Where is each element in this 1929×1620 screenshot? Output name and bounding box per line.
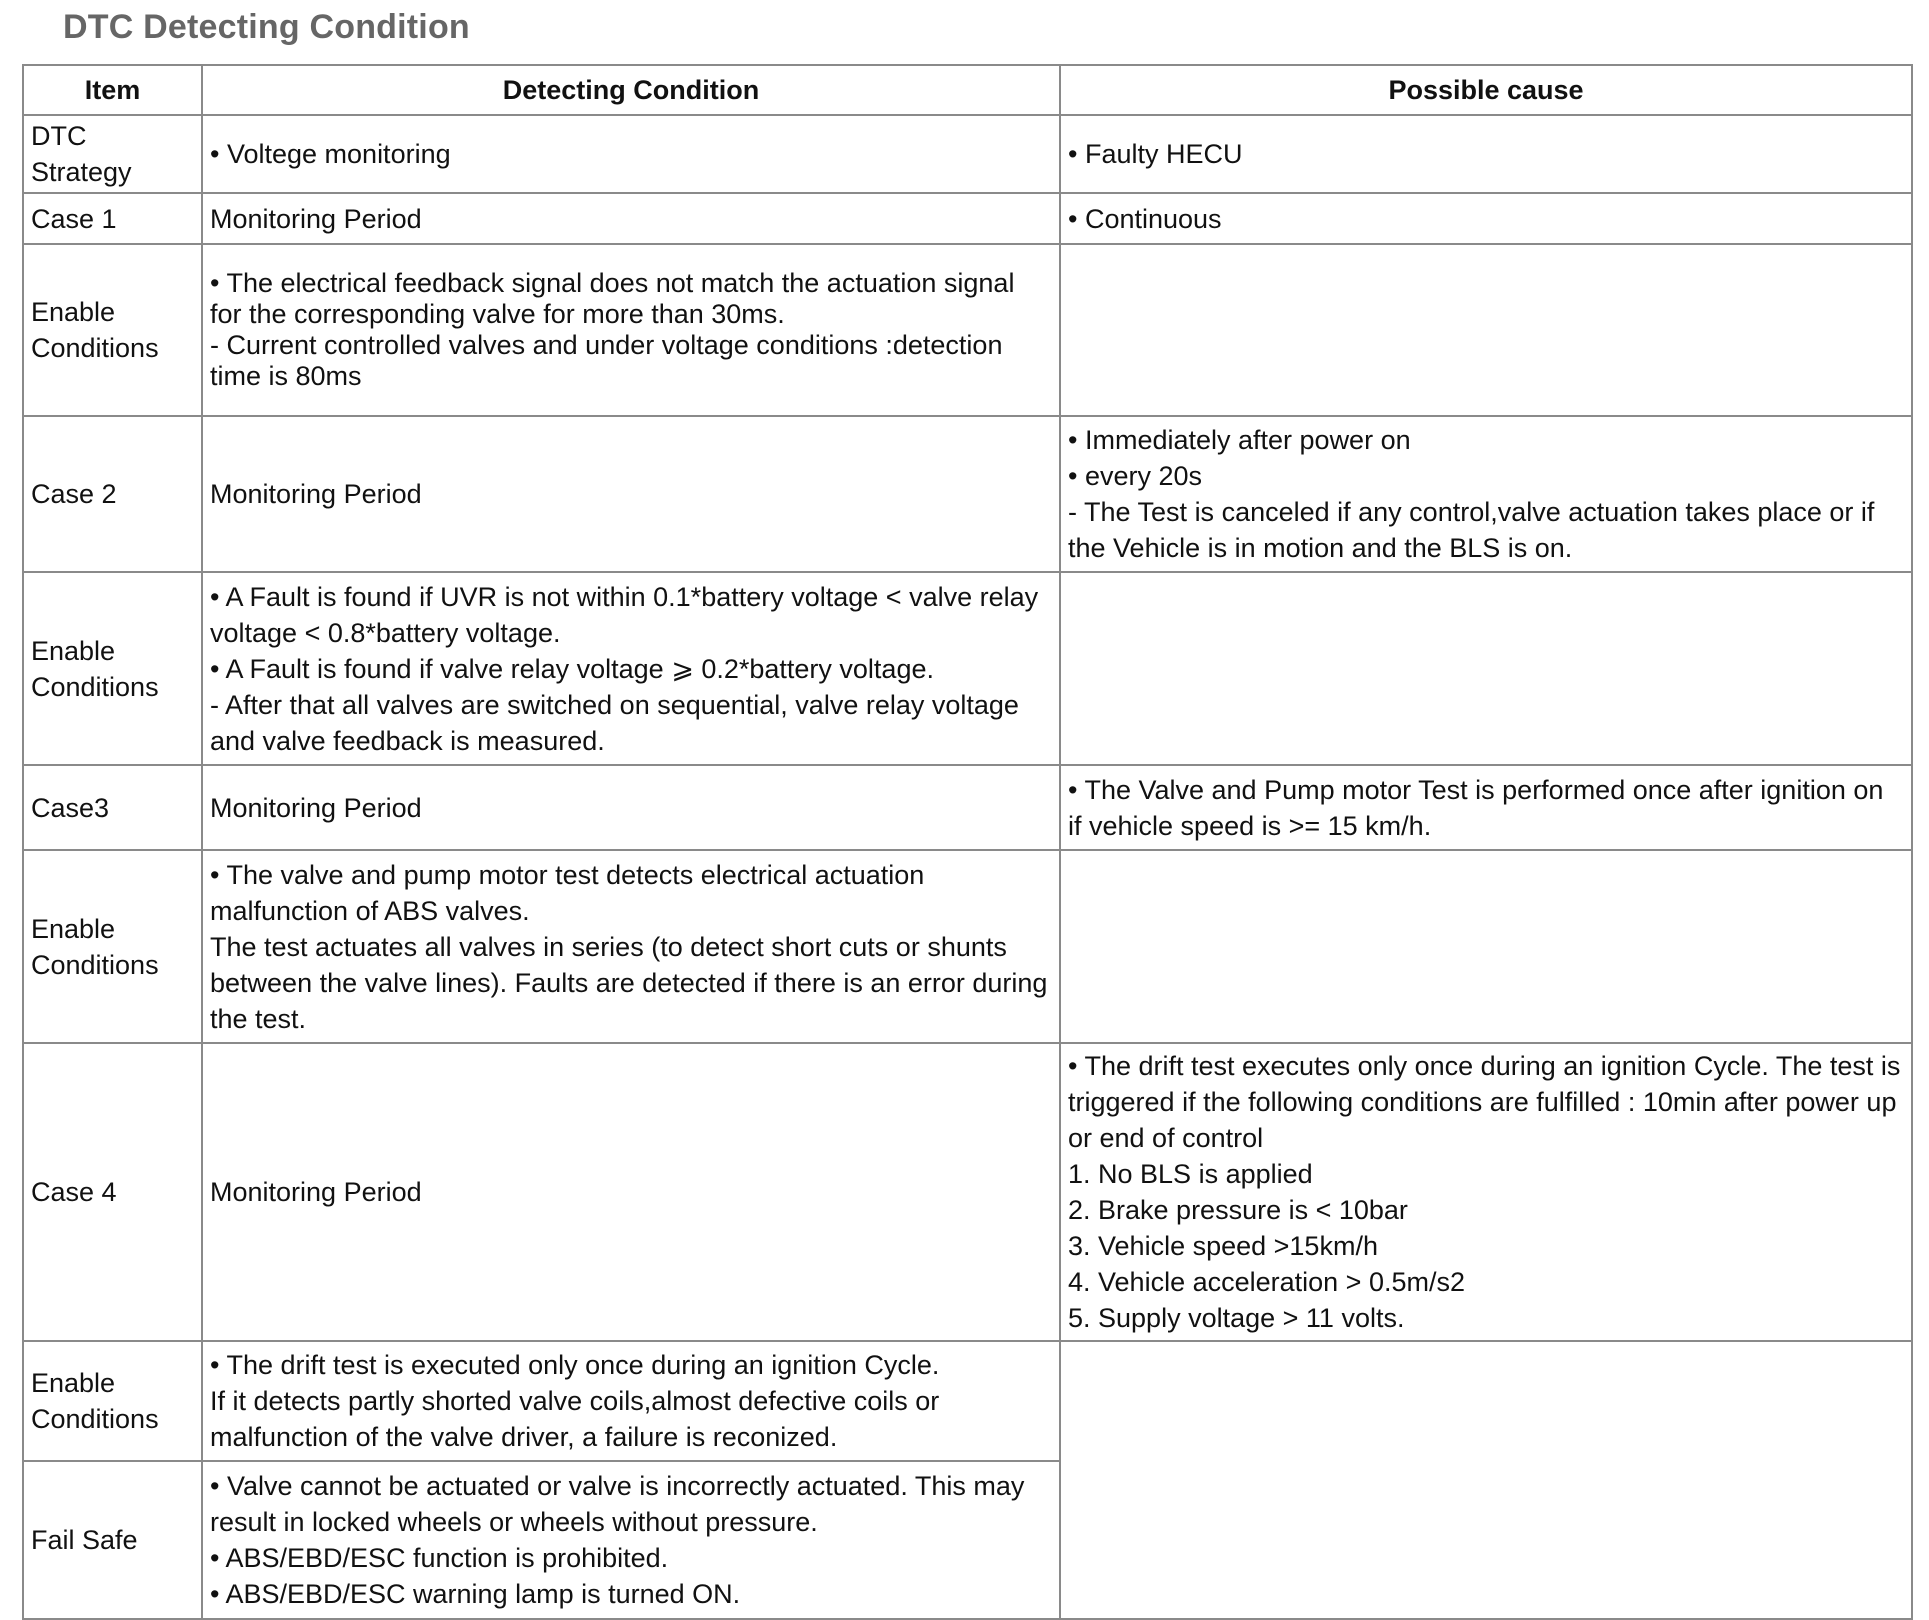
table-row <box>23 193 1912 244</box>
possible-cause-line: 3. Vehicle speed >15km/h <box>1068 1231 1378 1261</box>
table-row <box>23 850 1912 1043</box>
detecting-condition-line: Monitoring Period <box>210 1177 422 1207</box>
item-label: Enable Conditions <box>31 635 159 702</box>
dtc-table <box>22 64 1913 1620</box>
detecting-condition-line: If it detects partly shorted valve coils,almost defective coils or malfunction of the valve driver, a failure is reconized. <box>210 1386 940 1452</box>
table-row <box>23 572 1912 765</box>
detecting-condition-line: • A Fault is found if UVR is not within 0.1*battery voltage < valve relay voltage < 0.8*battery voltage. <box>210 581 1039 648</box>
table-row <box>23 765 1912 850</box>
possible-cause-line: • Continuous <box>1068 203 1222 234</box>
possible-cause-line: 1. No BLS is applied <box>1068 1159 1313 1189</box>
detecting-condition-cell <box>202 1043 1060 1341</box>
possible-cause-line: • Immediately after power on <box>1068 425 1411 455</box>
item-cell <box>23 193 202 244</box>
detecting-condition-cell <box>202 572 1060 765</box>
item-label: DTC Strategy <box>31 121 132 187</box>
table-row <box>23 1043 1912 1341</box>
detecting-condition-line: - After that all valves are switched on sequential, valve relay voltage and valve feedback is measured. <box>210 689 1019 756</box>
item-cell <box>23 850 202 1043</box>
detecting-condition-cell <box>202 1461 1060 1619</box>
possible-cause-cell <box>1060 1341 1912 1619</box>
possible-cause-line: • The drift test executes only once during an ignition Cycle. The test is triggered if the following conditions are fulfilled : 10min after power up or end of control <box>1068 1051 1901 1153</box>
possible-cause-cell <box>1060 765 1912 850</box>
possible-cause-cell <box>1060 244 1912 416</box>
table-row <box>23 1341 1912 1461</box>
possible-cause-cell <box>1060 850 1912 1043</box>
header-item: Item <box>23 65 202 115</box>
possible-cause-cell <box>1060 1043 1912 1341</box>
header-possible-cause: Possible cause <box>1060 65 1912 115</box>
item-cell <box>23 1461 202 1619</box>
possible-cause-line: 2. Brake pressure is < 10bar <box>1068 1195 1408 1225</box>
item-cell <box>23 416 202 572</box>
detecting-condition-line: • The valve and pump motor test detects electrical actuation malfunction of ABS valves. <box>210 859 925 926</box>
item-cell <box>23 765 202 850</box>
item-cell <box>23 572 202 765</box>
possible-cause-cell <box>1060 416 1912 572</box>
item-cell <box>23 1043 202 1341</box>
possible-cause-line: • The Valve and Pump motor Test is performed once after ignition on if vehicle speed is >= 15 km/h. <box>1068 774 1884 841</box>
item-cell <box>23 1341 202 1461</box>
detecting-condition-line: • The electrical feedback signal does not match the actuation signal for the corresponding valve for more than 30ms. <box>210 268 1015 329</box>
table-row <box>23 115 1912 193</box>
item-label: Case 2 <box>31 479 117 509</box>
item-label: Enable Conditions <box>31 913 159 980</box>
possible-cause-cell <box>1060 115 1912 193</box>
table-body <box>23 115 1912 1619</box>
item-cell <box>23 244 202 416</box>
possible-cause-line: • Faulty HECU <box>1068 139 1243 169</box>
detecting-condition-cell <box>202 1341 1060 1461</box>
detecting-condition-line: • Voltege monitoring <box>210 139 451 169</box>
table-header-row <box>23 65 1912 115</box>
detecting-condition-line: Monitoring Period <box>210 203 422 234</box>
item-label: Enable Conditions <box>31 297 159 363</box>
item-label: Fail Safe <box>31 1525 138 1555</box>
detecting-condition-line: • Valve cannot be actuated or valve is incorrectly actuated. This may result in locked wheels or wheels without pressure. <box>210 1471 1025 1537</box>
possible-cause-line: • every 20s <box>1068 461 1203 491</box>
detecting-condition-cell <box>202 765 1060 850</box>
detecting-condition-cell <box>202 115 1060 193</box>
item-label: Case 1 <box>31 203 117 234</box>
detecting-condition-line: - Current controlled valves and under voltage conditions :detection time is 80ms <box>210 330 1003 391</box>
item-label: Case 4 <box>31 1177 117 1207</box>
possible-cause-cell <box>1060 572 1912 765</box>
item-label: Case3 <box>31 792 110 823</box>
page-title: DTC Detecting Condition <box>63 8 470 46</box>
possible-cause-line: - The Test is canceled if any control,valve actuation takes place or if the Vehicle is in motion and the BLS is on. <box>1068 497 1875 563</box>
detecting-condition-line: Monitoring Period <box>210 792 422 823</box>
detecting-condition-cell <box>202 416 1060 572</box>
detecting-condition-cell <box>202 244 1060 416</box>
table-row <box>23 416 1912 572</box>
possible-cause-cell <box>1060 193 1912 244</box>
detecting-condition-line: • ABS/EBD/ESC warning lamp is turned ON. <box>210 1579 741 1609</box>
detecting-condition-line: • ABS/EBD/ESC function is prohibited. <box>210 1543 669 1573</box>
detecting-condition-line: • The drift test is executed only once during an ignition Cycle. <box>210 1350 940 1380</box>
table-row <box>23 244 1912 416</box>
item-label: Enable Conditions <box>31 1368 159 1434</box>
detecting-condition-line: Monitoring Period <box>210 479 422 509</box>
possible-cause-line: 5. Supply voltage > 11 volts. <box>1068 1303 1405 1333</box>
detecting-condition-line: The test actuates all valves in series (to detect short cuts or shunts between the valve lines). Faults are detected if there is an error during the test. <box>210 931 1048 1034</box>
possible-cause-line: 4. Vehicle acceleration > 0.5m/s2 <box>1068 1267 1465 1297</box>
detecting-condition-cell <box>202 193 1060 244</box>
detecting-condition-line: • A Fault is found if valve relay voltage ⩾ 0.2*battery voltage. <box>210 653 934 684</box>
header-detecting-condition: Detecting Condition <box>202 65 1060 115</box>
detecting-condition-cell <box>202 850 1060 1043</box>
item-cell <box>23 115 202 193</box>
